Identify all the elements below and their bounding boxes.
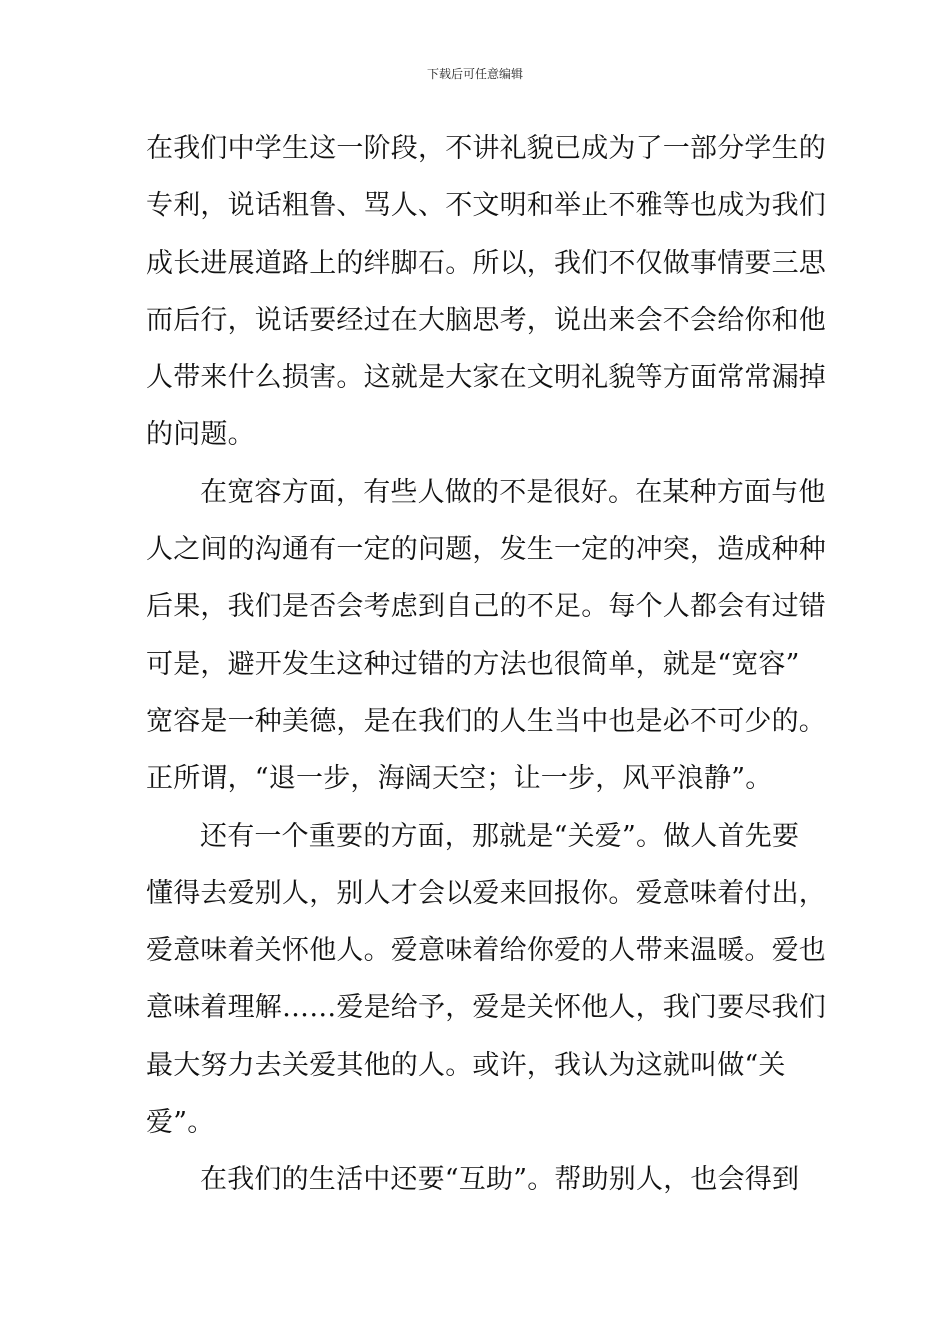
text-line: 爱”。 [146, 1107, 215, 1139]
text-line: 还有一个重要的方面，那就是“关爱”。做人首先要 [200, 820, 800, 852]
text-line: 宽容是一种美德，是在我们的人生当中也是必不可少的。 [146, 705, 826, 737]
text-line: 懂得去爱别人，别人才会以爱来回报你。爱意味着付出， [146, 877, 826, 909]
text-line: 最大努力去关爱其他的人。或许，我认为这就叫做“关 [146, 1049, 786, 1081]
text-line: 爱意味着关怀他人。爱意味着给你爱的人带来温暖。爱也 [146, 935, 826, 967]
text-line: 而后行，说话要经过在大脑思考，说出来会不会给你和他 [146, 304, 826, 336]
text-line: 人带来什么损害。这就是大家在文明礼貌等方面常常漏掉 [146, 362, 826, 394]
page-header: 下载后可任意编辑 [426, 67, 523, 81]
body-text [146, 120, 826, 1209]
text-line: 可是，避开发生这种过错的方法也很简单，就是“宽容” [146, 648, 800, 680]
text-line: 在我们中学生这一阶段，不讲礼貌已成为了一部分学生的 [146, 133, 826, 164]
text-line: 人之间的沟通有一定的问题，发生一定的冲突，造成种种 [146, 534, 826, 566]
text-line: 意味着理解……爱是给予，爱是关怀他人，我门要尽我们 [146, 992, 826, 1024]
text-line: 成长进展道路上的绊脚石。所以，我们不仅做事情要三思 [146, 247, 826, 279]
text-line: 在宽容方面，有些人做的不是很好。在某种方面与他 [200, 476, 826, 508]
text-line: 在我们的生活中还要“互助”。帮助别人，也会得到 [200, 1164, 800, 1196]
text-line: 的问题。 [146, 419, 255, 451]
text-line: 后果，我们是否会考虑到自己的不足。每个人都会有过错 [146, 591, 826, 623]
text-line: 专利，说话粗鲁、骂人、不文明和举止不雅等也成为我们 [146, 190, 826, 222]
text-line: 正所谓，“退一步，海阔天空；让一步，风平浪静”。 [146, 763, 773, 795]
